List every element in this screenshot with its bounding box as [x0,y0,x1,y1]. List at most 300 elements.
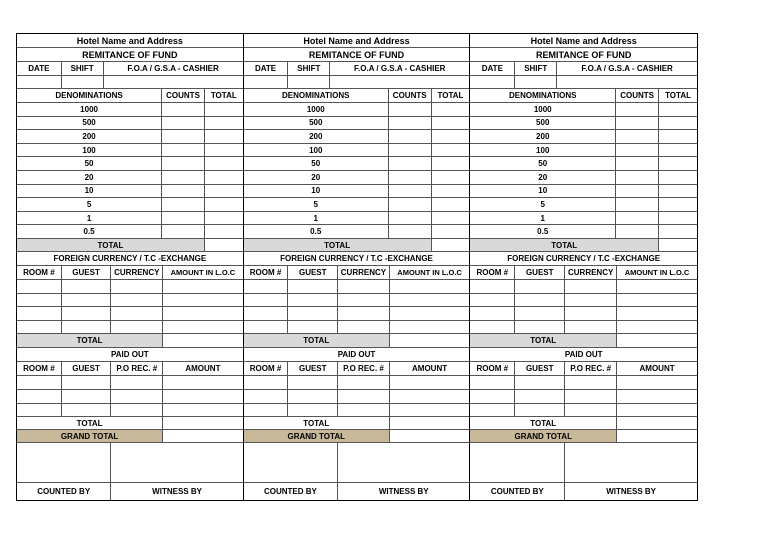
guest-field[interactable] [62,321,112,334]
signature-label-row [470,483,697,500]
denomination-total-label: TOTAL [470,239,659,251]
denomination-total-field[interactable] [659,239,697,251]
header-row [17,48,243,62]
paid-out-total-field[interactable] [390,417,470,429]
witness-by-label: WITNESS BY [606,487,656,497]
denomination-value: 500 [17,117,162,130]
denomination-total-label: TOTAL [17,239,205,251]
denomination-value: 1000 [244,103,389,116]
denomination-row [244,157,470,171]
guest-field[interactable] [62,404,112,417]
po-rec-field[interactable] [338,404,390,417]
total-field[interactable] [659,198,697,211]
cashier-field[interactable] [557,76,697,88]
denomination-row [17,117,243,131]
amount-field[interactable] [390,307,470,320]
total-field[interactable] [659,171,697,184]
denomination-row [470,103,697,117]
denomination-value: 0.5 [470,225,616,238]
paid-out-row [470,390,697,404]
witness-by-signature[interactable] [338,443,469,482]
guest-field[interactable] [515,404,565,417]
paid-out-total-field[interactable] [163,417,243,429]
total-field[interactable] [205,185,243,198]
foreign-row [17,321,243,335]
count-field[interactable] [616,157,659,170]
total-field[interactable] [205,198,243,211]
guest-field[interactable] [62,294,112,307]
guest-field[interactable] [288,390,338,403]
foreign-currency-title: FOREIGN CURRENCY / T.C -EXCHANGE [280,254,433,263]
total-field[interactable] [205,212,243,225]
total-field[interactable] [659,117,697,130]
total-field[interactable] [432,117,470,130]
denomination-total-field[interactable] [205,239,243,251]
count-field[interactable] [162,212,205,225]
foreign-header-row [244,266,470,280]
total-field[interactable] [432,103,470,116]
paid-out-header-row [470,362,697,376]
currency-header: CURRENCY [338,266,390,279]
count-field[interactable] [616,117,659,130]
header-row [17,34,243,48]
count-field[interactable] [389,130,432,143]
signature-row [17,443,243,483]
count-field[interactable] [616,212,659,225]
hotel-name: Hotel Name and Address [76,35,183,46]
guest-field[interactable] [62,307,112,320]
paid-out-row [17,390,243,404]
currency-field[interactable] [111,294,163,307]
amount-field[interactable] [163,294,243,307]
po-rec-field[interactable] [565,376,617,389]
shift-field[interactable] [288,76,330,88]
hotel-name: Hotel Name and Address [303,35,410,46]
form-title: REMITANCE OF FUND [82,49,178,60]
room-field[interactable] [17,404,62,417]
paid-out-row [17,404,243,418]
grand-total-label: GRAND TOTAL [244,430,390,442]
signature-row [470,443,697,483]
denomination-row [17,144,243,158]
amount-field[interactable] [163,390,243,403]
header-row [470,34,697,48]
amount-field[interactable] [163,280,243,293]
header-row [470,48,697,62]
guest-field[interactable] [62,390,112,403]
count-field[interactable] [389,185,432,198]
denomination-row [17,225,243,239]
count-field[interactable] [389,212,432,225]
count-field[interactable] [616,130,659,143]
signature-label-row [17,483,243,500]
denominations-header: DENOMINATIONS [470,89,616,102]
shift-field[interactable] [62,76,104,88]
total-field[interactable] [432,171,470,184]
counted-by-label: COUNTED BY [470,483,565,500]
total-field[interactable] [432,157,470,170]
remittance-form [17,34,244,500]
info-row [244,76,470,89]
denomination-value: 1000 [470,103,616,116]
total-row [244,417,470,430]
room-header: ROOM # [17,266,62,279]
foreign-row [244,294,470,308]
total-field[interactable] [205,157,243,170]
denomination-row [470,130,697,144]
denomination-value: 10 [470,185,616,198]
remittance-sheet [16,33,698,501]
amount-field[interactable] [617,294,697,307]
denominations-header: DENOMINATIONS [17,89,162,102]
total-field[interactable] [432,144,470,157]
guest-field[interactable] [515,376,565,389]
paid-out-total-label: TOTAL [244,417,390,429]
info-header-row [244,62,470,76]
denomination-row [17,171,243,185]
amount-field[interactable] [617,321,697,334]
room-field[interactable] [470,404,515,417]
po-rec-field[interactable] [565,404,617,417]
foreign-total-label: TOTAL [17,334,163,347]
amount-loc-header: AMOUNT IN L.O.C [624,268,690,277]
denomination-value: 1 [17,212,162,225]
room-field[interactable] [244,376,289,389]
paid-out-title: PAID OUT [564,350,603,360]
denomination-row [244,103,470,117]
guest-field[interactable] [288,280,338,293]
total-field[interactable] [659,103,697,116]
amount-field[interactable] [163,321,243,334]
denomination-row [17,212,243,226]
amount-field[interactable] [390,294,470,307]
paid-out-row [244,390,470,404]
denomination-value: 1000 [17,103,162,116]
count-field[interactable] [162,171,205,184]
guest-header: GUEST [515,266,565,279]
total-field[interactable] [432,212,470,225]
room-field[interactable] [244,294,289,307]
total-row [470,239,697,252]
currency-field[interactable] [338,280,390,293]
guest-header: GUEST [288,362,338,375]
total-field[interactable] [432,225,470,238]
currency-field[interactable] [338,294,390,307]
room-field[interactable] [17,376,62,389]
paid-out-title: PAID OUT [111,350,149,360]
guest-field[interactable] [288,376,338,389]
room-field[interactable] [470,390,515,403]
room-field[interactable] [17,390,62,403]
count-field[interactable] [616,171,659,184]
total-row [17,239,243,252]
count-field[interactable] [389,225,432,238]
amount-field[interactable] [390,280,470,293]
grand-total-label: GRAND TOTAL [17,430,163,442]
room-field[interactable] [470,280,515,293]
foreign-total-field[interactable] [390,334,470,347]
total-row [17,417,243,430]
room-field[interactable] [17,294,62,307]
denomination-row [244,130,470,144]
amount-field[interactable] [617,390,697,403]
amount-field[interactable] [617,376,697,389]
total-field[interactable] [205,103,243,116]
count-field[interactable] [389,171,432,184]
guest-field[interactable] [515,280,565,293]
foreign-currency-title: FOREIGN CURRENCY / T.C -EXCHANGE [507,254,661,263]
section-title-row [470,252,697,266]
total-row [17,334,243,348]
foreign-row [244,280,470,294]
room-field[interactable] [470,307,515,320]
total-field[interactable] [432,198,470,211]
foreign-row [17,294,243,308]
paid-out-total-label: TOTAL [17,417,163,429]
currency-field[interactable] [565,294,617,307]
amount-field[interactable] [163,404,243,417]
paid-out-row [17,376,243,390]
count-field[interactable] [616,185,659,198]
foreign-header-row [470,266,697,280]
denomination-row [17,185,243,199]
foreign-total-label: TOTAL [244,334,390,347]
cashier-label: F.O.A / G.S.A - CASHIER [127,64,219,73]
denomination-value: 500 [470,117,616,130]
total-field[interactable] [659,130,697,143]
denomination-value: 5 [244,198,389,211]
total-field[interactable] [432,185,470,198]
denomination-row [470,185,697,199]
count-field[interactable] [389,157,432,170]
remittance-form [470,34,697,500]
total-field[interactable] [659,225,697,238]
guest-field[interactable] [515,390,565,403]
guest-field[interactable] [62,280,112,293]
room-field[interactable] [17,307,62,320]
count-field[interactable] [162,130,205,143]
room-field[interactable] [17,280,62,293]
witness-by-signature[interactable] [565,443,697,482]
amount-field[interactable] [390,376,470,389]
total-field[interactable] [432,130,470,143]
count-field[interactable] [616,198,659,211]
currency-field[interactable] [565,321,617,334]
date-field[interactable] [244,76,289,88]
denomination-row [17,157,243,171]
guest-field[interactable] [515,321,565,334]
denomination-value: 10 [17,185,162,198]
po-rec-field[interactable] [338,376,390,389]
grand-total-field[interactable] [390,430,470,442]
denomination-value: 20 [244,171,389,184]
cashier-field[interactable] [330,76,469,88]
amount-field[interactable] [390,390,470,403]
denomination-row [470,157,697,171]
amount-field[interactable] [163,307,243,320]
currency-field[interactable] [338,307,390,320]
total-field[interactable] [659,157,697,170]
guest-field[interactable] [515,294,565,307]
denomination-total-field[interactable] [432,239,470,251]
denomination-row [17,103,243,117]
counted-by-signature[interactable] [470,443,565,482]
guest-header: GUEST [62,266,112,279]
total-field[interactable] [205,117,243,130]
denomination-value: 50 [470,157,616,170]
counted-by-label: COUNTED BY [17,483,111,500]
foreign-total-label: TOTAL [470,334,617,347]
guest-field[interactable] [288,404,338,417]
total-field[interactable] [659,212,697,225]
total-field[interactable] [205,130,243,143]
denomination-value: 0.5 [244,225,389,238]
amount-field[interactable] [617,280,697,293]
foreign-currency-title: FOREIGN CURRENCY / T.C -EXCHANGE [53,254,207,263]
denomination-row [470,117,697,131]
guest-header: GUEST [62,362,112,375]
grand-total-row [17,430,243,443]
currency-field[interactable] [565,280,617,293]
room-header: ROOM # [470,362,515,375]
guest-header: GUEST [288,266,338,279]
total-field[interactable] [659,144,697,157]
room-field[interactable] [17,321,62,334]
denomination-row [470,225,697,239]
currency-field[interactable] [338,321,390,334]
denomination-row [470,198,697,212]
guest-field[interactable] [288,307,338,320]
po-rec-field[interactable] [111,390,163,403]
date-label: DATE [244,62,289,75]
count-field[interactable] [389,117,432,130]
count-field[interactable] [162,225,205,238]
room-field[interactable] [244,307,289,320]
date-field[interactable] [470,76,515,88]
signature-label-row [244,483,470,500]
date-field[interactable] [17,76,62,88]
count-field[interactable] [162,198,205,211]
count-field[interactable] [389,144,432,157]
amount-field[interactable] [163,376,243,389]
total-header: TOTAL [665,91,691,100]
denomination-value: 100 [470,144,616,157]
counted-by-signature[interactable] [17,443,111,482]
total-field[interactable] [205,225,243,238]
foreign-row [470,321,697,335]
denomination-total-label: TOTAL [244,239,432,251]
guest-field[interactable] [288,294,338,307]
room-field[interactable] [470,376,515,389]
cashier-field[interactable] [104,76,243,88]
paid-out-total-field[interactable] [617,417,697,429]
denomination-header-row [17,89,243,103]
room-field[interactable] [244,404,289,417]
room-header: ROOM # [244,362,289,375]
guest-field[interactable] [62,376,112,389]
paid-out-row [470,404,697,418]
total-field[interactable] [205,144,243,157]
po-rec-field[interactable] [338,390,390,403]
foreign-total-field[interactable] [163,334,243,347]
denomination-header-row [244,89,470,103]
room-field[interactable] [244,390,289,403]
denomination-value: 50 [17,157,162,170]
count-field[interactable] [616,144,659,157]
total-row [470,334,697,348]
info-row [17,76,243,89]
header-row [244,34,470,48]
guest-header: GUEST [515,362,565,375]
witness-by-label: WITNESS BY [378,487,429,497]
info-row [470,76,697,89]
count-field[interactable] [162,103,205,116]
paid-out-row [244,404,470,418]
amount-field[interactable] [617,307,697,320]
room-header: ROOM # [17,362,62,375]
po-rec-header: P.O REC. # [338,362,390,375]
currency-field[interactable] [111,321,163,334]
form-title: REMITANCE OF FUND [536,49,632,60]
foreign-row [470,307,697,321]
foreign-total-field[interactable] [617,334,697,347]
total-field[interactable] [659,185,697,198]
form-title: REMITANCE OF FUND [308,49,405,60]
witness-by-signature[interactable] [111,443,242,482]
denomination-value: 100 [17,144,162,157]
shift-label: SHIFT [515,62,557,75]
currency-field[interactable] [111,307,163,320]
amount-field[interactable] [390,404,470,417]
po-rec-field[interactable] [565,390,617,403]
room-field[interactable] [244,280,289,293]
grand-total-field[interactable] [617,430,697,442]
po-rec-field[interactable] [111,404,163,417]
guest-field[interactable] [288,321,338,334]
total-row [470,417,697,430]
currency-header: CURRENCY [565,266,617,279]
shift-field[interactable] [515,76,557,88]
amount-header: AMOUNT [412,364,448,374]
total-field[interactable] [205,171,243,184]
currency-field[interactable] [565,307,617,320]
count-field[interactable] [389,103,432,116]
count-field[interactable] [389,198,432,211]
count-field[interactable] [162,185,205,198]
count-field[interactable] [162,144,205,157]
denomination-value: 1 [470,212,616,225]
shift-label: SHIFT [62,62,104,75]
grand-total-field[interactable] [163,430,243,442]
denomination-value: 500 [244,117,389,130]
room-field[interactable] [470,294,515,307]
room-field[interactable] [244,321,289,334]
denomination-row [244,198,470,212]
currency-field[interactable] [111,280,163,293]
count-field[interactable] [162,157,205,170]
guest-field[interactable] [515,307,565,320]
count-field[interactable] [162,117,205,130]
amount-loc-header: AMOUNT IN L.O.C [170,268,236,277]
amount-field[interactable] [617,404,697,417]
po-rec-field[interactable] [111,376,163,389]
foreign-row [17,280,243,294]
count-field[interactable] [616,225,659,238]
count-field[interactable] [616,103,659,116]
room-field[interactable] [470,321,515,334]
counted-by-signature[interactable] [244,443,338,482]
amount-field[interactable] [390,321,470,334]
